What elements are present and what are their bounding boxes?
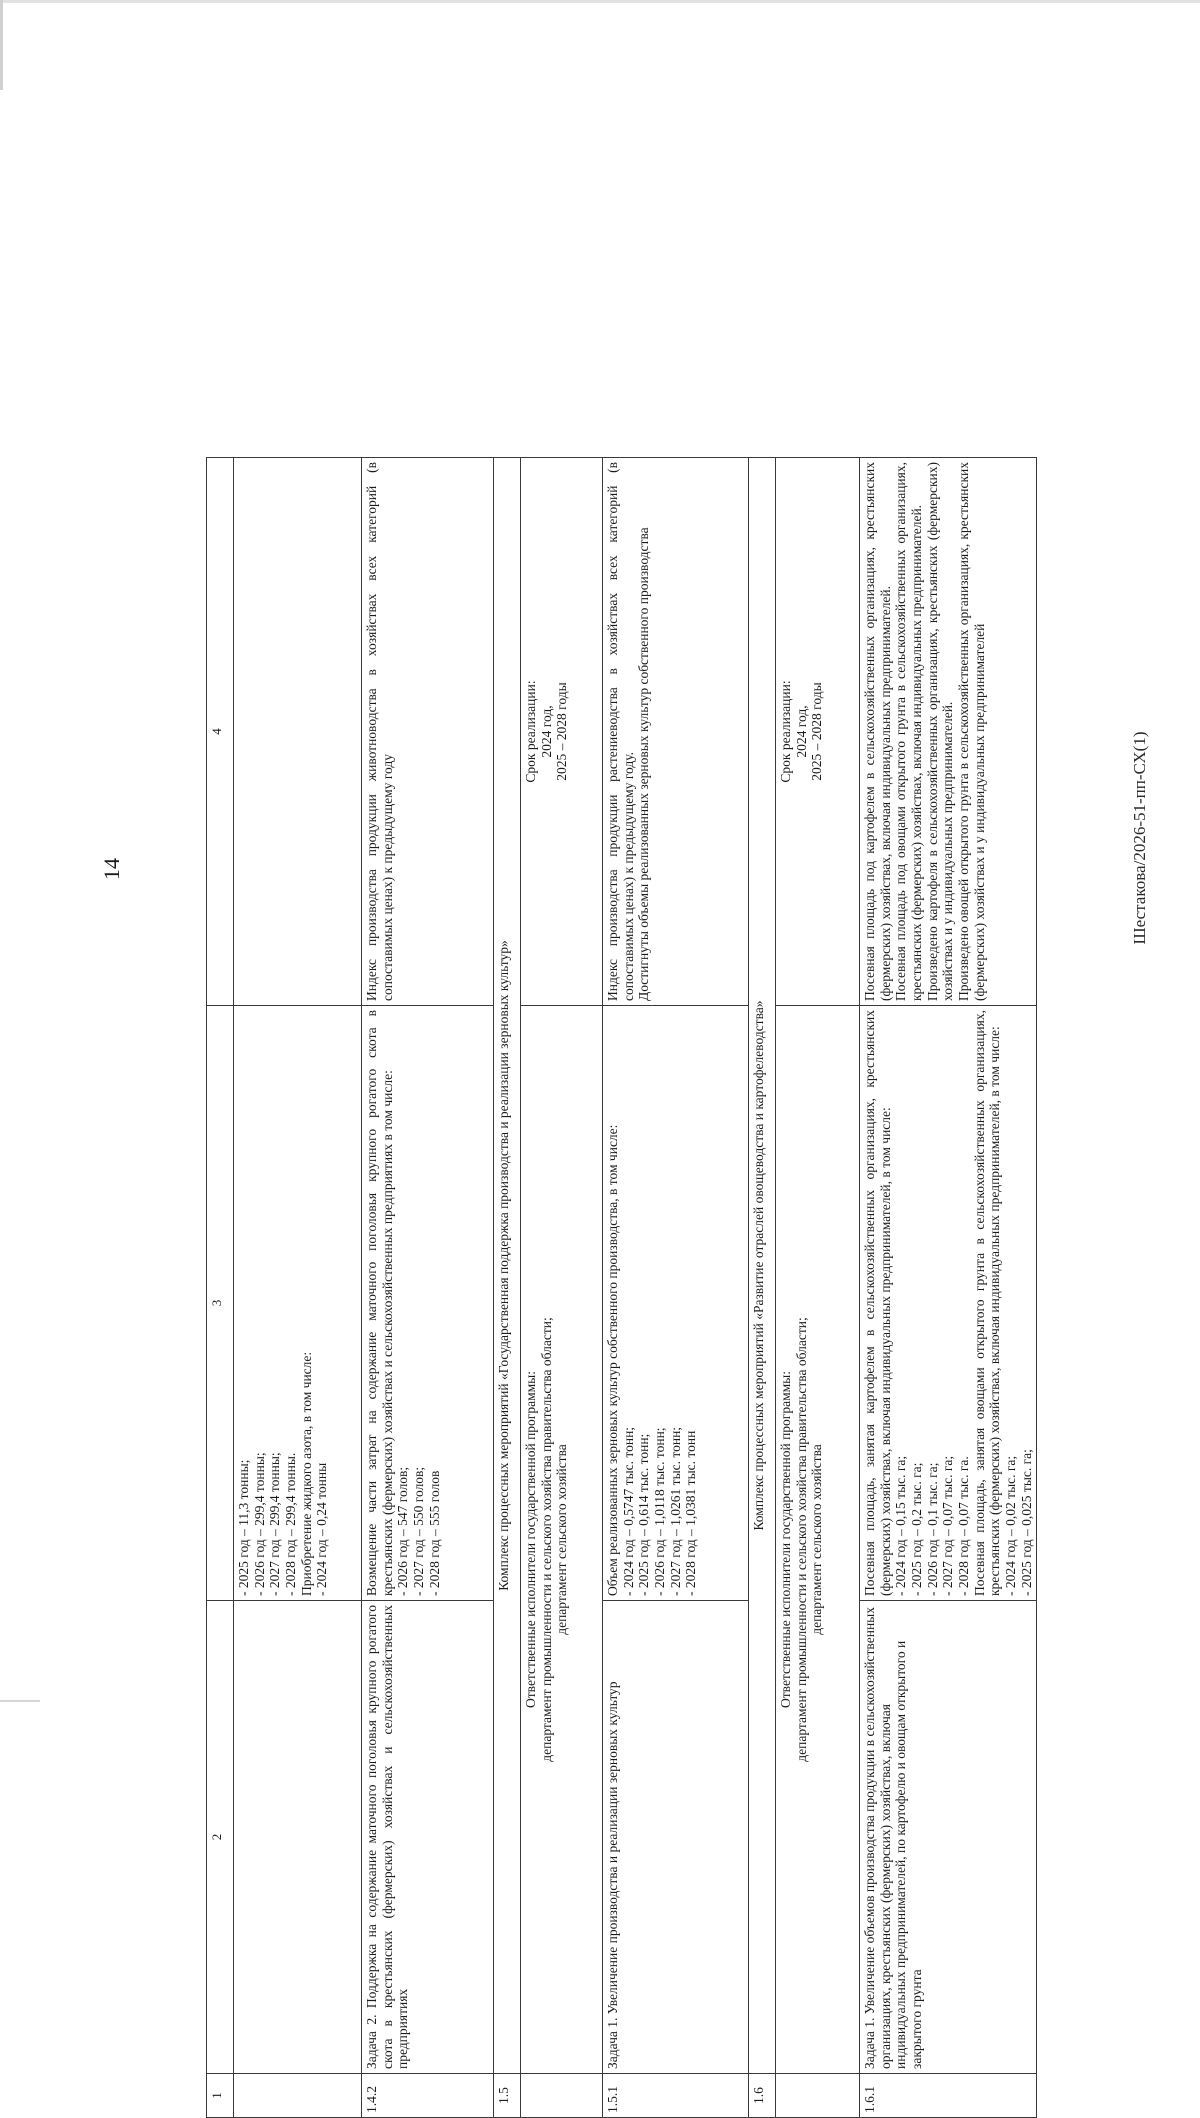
result-text: Посевная площадь под овощами открытого грунта в сельскохозяйственных организациях, крестьянских (фермерских) хозяйствах, включая индивидуальных предпринимателей.: [893, 462, 924, 1001]
header-col-3: 3: [207, 1006, 234, 1601]
result-text: Произведено овощей открытого грунта в сельскохозяйственных организациях, крестьянских (фермерских) хозяйствах и у индивидуальных предпринимателей: [955, 462, 987, 1001]
result-text: Индекс производства продукции животноводства в хозяйствах всех категорий (в сопоставимых ценах) к предыдущему году: [362, 458, 494, 1006]
responsible-executors: [521, 1006, 603, 2074]
responsible-label: Ответственные исполнители государственной программы:: [523, 1371, 538, 1708]
term-line: 2024 год,: [538, 705, 554, 758]
term-line: 2025 – 2028 годы: [809, 682, 825, 781]
responsible-line: департамент промышленности и сельского хозяйства правительства области;: [793, 1317, 809, 1762]
value-line: - 2028 год – 1,0381 тыс. тонн: [683, 1430, 699, 1596]
term-label: Срок реализации:: [778, 680, 793, 783]
header-row: [207, 458, 234, 2118]
section-title: Комплекс процессных мероприятий «Государственная поддержка производства и реализации зерновых культур»: [494, 458, 521, 2074]
table-row-1-4-2: [362, 458, 494, 2118]
task-text: Задача 2. Поддержка на содержание маточного поголовья крупного рогатого скота в крестьянских (фермерских) хозяйствах и сельскохозяйственных предприятиях: [362, 1601, 494, 2074]
program-table: [206, 457, 1037, 2118]
value-line: - 2025 год – 0,2 тыс. га;: [908, 1462, 924, 1596]
result-text: Посевная площадь под картофелем в сельскохозяйственных организациях, крестьянских (фермерских) хозяйствах, включая индивидуальных предпринимателей.: [862, 462, 893, 1001]
responsible-row-1-5: [521, 458, 603, 2118]
cell-indicators: [860, 1006, 1037, 1601]
document-code: Шестакова/2026-51-пп-СХ(1): [1130, 731, 1149, 945]
header-col-4: 4: [207, 458, 234, 1006]
cell-num: [234, 2074, 362, 2118]
value-line: - 2027 год – 1,0261 тыс. тонн;: [667, 1426, 683, 1596]
cell-indicators: [234, 1006, 362, 1601]
value-line: - 2028 год – 555 голов: [426, 1470, 442, 1596]
row-number: 1.6.1: [860, 2074, 1037, 2118]
implementation-term: [776, 458, 860, 1006]
rotated-table-container: [206, 458, 1114, 2118]
indicator-text: Объем реализованных зерновых культур собственного производства, в том числе:: [605, 1124, 620, 1596]
cell-task: [234, 1601, 362, 2074]
value-line: - 2027 год – 299,4 тонны;: [267, 1452, 283, 1596]
task-text: Задача 1. Увеличение объемов производства продукции в сельскохозяйственных организациях, крестьянских (фермерских) хозяйствах, включая индивидуальных предпринимателей, по картофелю и овощам открытого и закрытого грунта: [860, 1601, 1037, 2074]
value-line: - 2024 год – 0,15 тыс. га;: [893, 1455, 909, 1596]
term-line: 2025 – 2028 годы: [554, 682, 570, 781]
cell-indicators: [603, 1006, 749, 1601]
result-text: Достигнуты объемы реализованных зерновых культур собственного производства: [636, 527, 652, 1001]
section-title: Комплекс процессных мероприятий «Развитие отраслей овощеводства и картофелеводства»: [749, 458, 776, 2074]
header-col-2: 2: [207, 1601, 234, 2074]
responsible-label: Ответственные исполнители государственной программы:: [778, 1371, 793, 1708]
section-row-1-6: [749, 458, 776, 2118]
table-row-1-6-1: [860, 458, 1037, 2118]
value-line: - 2026 год – 1,0118 тыс. тонн;: [651, 1427, 667, 1596]
value-line: - 2025 год – 0,025 тыс. га;: [1018, 1449, 1034, 1596]
cell-num: [776, 2074, 860, 2118]
scan-edge-bottom: [0, 1700, 40, 1702]
task-text: Задача 1. Увеличение производства и реализации зерновых культур: [603, 1601, 749, 2074]
header-col-1: 1: [207, 2074, 234, 2118]
result-text: Индекс производства продукции растениеводства в хозяйствах всех категорий (в сопоставимых ценах) к предыдущему году.: [605, 462, 636, 1001]
value-line: - 2027 год – 0,07 тыс. га;: [940, 1455, 956, 1596]
responsible-executors: [776, 1006, 860, 2074]
table-row-1-5-1: [603, 458, 749, 2118]
cell-results: [603, 458, 749, 1006]
value-line: - 2024 год – 0,5747 тыс. тонн;: [620, 1426, 636, 1596]
row-number: 1.5: [494, 2074, 521, 2118]
cell-indicators: [362, 1006, 494, 1601]
cell-num: [521, 2074, 603, 2118]
implementation-term: [521, 458, 603, 1006]
cell-results: [234, 458, 362, 1006]
row-number: 1.6: [749, 2074, 776, 2118]
indicator-text: Посевная площадь, занятая овощами открытого грунта в сельскохозяйственных организациях, крестьянских (фермерских) хозяйствах, включая индивидуальных предпринимателей, в том числе:: [971, 1010, 1003, 1596]
scan-edge-top: [0, 0, 1200, 3]
term-label: Срок реализации:: [523, 680, 538, 783]
responsible-row-1-6: [776, 458, 860, 2118]
value-line: - 2027 год – 550 голов;: [410, 1466, 426, 1596]
row-number: 1.5.1: [603, 2074, 749, 2118]
value-line: - 2026 год – 547 голов;: [395, 1466, 411, 1596]
table-row-continuation: [234, 458, 362, 2118]
value-line: - 2028 год – 299,4 тонны.: [282, 1452, 298, 1596]
value-line: - 2024 год – 0,24 тонны: [314, 1462, 330, 1596]
term-line: 2024 год,: [793, 705, 809, 758]
value-line: - 2026 год – 0,1 тыс. га;: [924, 1462, 940, 1596]
indicator-text: Возмещение части затрат на содержание маточного поголовья крупного рогатого скота в крестьянских (фермерских) хозяйствах и сельскохозяйственных предприятиях в том числе:: [364, 1010, 395, 1596]
value-line: - 2025 год – 0,614 тыс. тонн;: [636, 1433, 652, 1596]
value-line: - 2028 год – 0,07 тыс. га.: [955, 1456, 971, 1596]
value-line: - 2025 год – 11,3 тонны;: [236, 1459, 251, 1596]
page-number: 14: [99, 858, 124, 880]
value-line: Приобретение жидкого азота, в том числе:: [298, 1351, 314, 1596]
value-line: - 2024 год – 0,02 тыс. га;: [1002, 1455, 1018, 1596]
value-line: - 2026 год – 299,4 тонны;: [251, 1452, 267, 1596]
responsible-line: департамент промышленности и сельского хозяйства правительства области;: [538, 1317, 554, 1762]
indicator-text: Посевная площадь, занятая картофелем в сельскохозяйственных организациях, крестьянских (фермерских) хозяйствах, включая индивидуальных предпринимателей, в том числе:: [862, 1010, 893, 1596]
cell-results: [860, 458, 1037, 1006]
row-number: 1.4.2: [362, 2074, 494, 2118]
result-text: Произведено картофеля в сельскохозяйственных организациях, крестьянских (фермерских) хозяйствах и у индивидуальных предпринимателей.: [924, 462, 956, 1001]
section-row-1-5: [494, 458, 521, 2118]
responsible-line: департамент сельского хозяйства: [554, 1444, 570, 1635]
scan-edge-left: [0, 0, 3, 90]
responsible-line: департамент сельского хозяйства: [809, 1444, 825, 1635]
